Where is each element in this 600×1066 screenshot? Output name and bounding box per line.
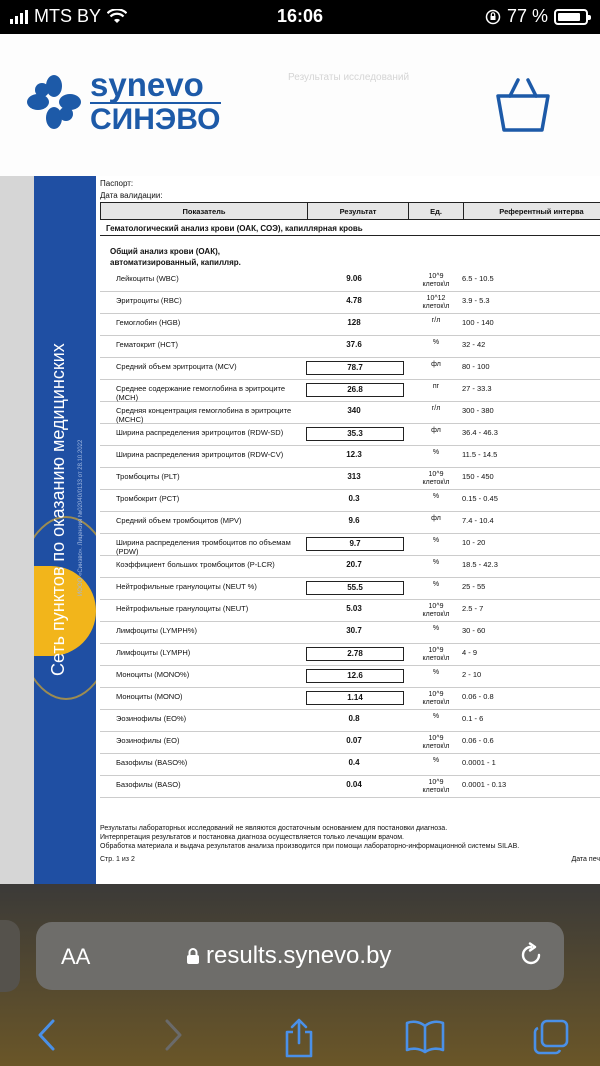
unit: 10^9 клеток\л [422, 647, 450, 662]
unit: % [432, 757, 440, 764]
tabs-icon [532, 1018, 570, 1056]
unit: % [432, 559, 440, 566]
unit: % [432, 449, 440, 456]
result-value: 9.06 [346, 274, 362, 283]
result-value: 9.6 [348, 516, 360, 525]
unit: % [432, 339, 440, 346]
side-banner-license: ИООО «Синэво». Лицензия №02040/0133 от 28.10.2022 [78, 439, 84, 596]
forward-button[interactable] [160, 1018, 186, 1057]
reference-range: 0.0001 - 1 [462, 758, 496, 767]
reference-range: 27 - 33.3 [462, 384, 492, 393]
unit: фл [431, 427, 441, 434]
col-unit: Ед. [409, 203, 464, 220]
lock-icon [186, 947, 200, 965]
shopping-bag-icon [492, 74, 554, 136]
indicator-name: Ширина распределения эритроцитов (RDW-SD) [116, 428, 284, 437]
battery-icon [554, 9, 588, 25]
indicator-name: Лимфоциты (LYMPH%) [116, 626, 197, 635]
logo-word-latin: synevo [90, 66, 204, 103]
result-value: 5.03 [346, 604, 362, 613]
logo-word-cyrillic: СИНЭВО [90, 103, 221, 136]
indicator-name: Эозинофилы (EO) [116, 736, 180, 745]
section-title: Гематологический анализ крови (ОАК, СОЭ), капиллярная кровь [100, 220, 600, 236]
validation-date-label: Дата валидации: [100, 191, 163, 200]
safari-bottom-chrome [0, 884, 600, 1066]
test-subtitle [100, 236, 600, 270]
col-indicator: Показатель [101, 203, 308, 220]
result-row [100, 666, 600, 688]
reference-range: 3.9 - 5.3 [462, 296, 490, 305]
result-value: 35.3 [306, 427, 404, 441]
reference-range: 0.15 - 0.45 [462, 494, 498, 503]
indicator-name: Моноциты (MONO) [116, 692, 183, 701]
address-bar[interactable] [36, 922, 564, 990]
result-row [100, 446, 600, 468]
result-value: 20.7 [346, 560, 362, 569]
indicator-name: Моноциты (MONO%) [116, 670, 190, 679]
clock: 16:06 [276, 6, 324, 26]
result-row [100, 424, 600, 446]
unit: пг [432, 383, 440, 390]
ghost-page-title: Результаты исследований [288, 72, 410, 83]
orientation-lock-icon [485, 9, 501, 25]
reference-range: 4 - 9 [462, 648, 478, 657]
indicator-name: Лимфоциты (LYMPH) [116, 648, 191, 657]
footer-line: Результаты лабораторных исследований не являются достаточным основанием для постановки диагноза. [100, 825, 448, 832]
back-button[interactable] [34, 1018, 60, 1057]
indicator-name: Базофилы (BASO) [116, 780, 181, 789]
safari-toolbar [0, 1008, 600, 1066]
reference-range: 100 - 140 [462, 318, 494, 327]
reader-settings-button[interactable] [61, 944, 90, 970]
result-value: 0.07 [346, 736, 362, 745]
result-value: 26.8 [306, 383, 404, 397]
col-reference: Референтный интерва [464, 203, 600, 220]
indicator-name: Нейтрофильные гранулоциты (NEUT) [116, 604, 249, 613]
result-value: 313 [347, 472, 361, 481]
reload-button[interactable] [518, 942, 544, 973]
result-value: 0.8 [348, 714, 360, 723]
indicator-name: Ширина распределения тромбоцитов по объемам (PDW) [116, 538, 291, 556]
indicator-name: Гематокрит (HCT) [116, 340, 178, 349]
chevron-left-icon [34, 1018, 60, 1052]
report-footer [100, 824, 600, 864]
print-date-label: Дата печ [571, 856, 600, 863]
result-value: 37.6 [346, 340, 362, 349]
share-icon [282, 1018, 316, 1058]
reference-range: 36.4 - 46.3 [462, 428, 498, 437]
indicator-name: Эритроциты (RBC) [116, 296, 182, 305]
reference-range: 150 - 450 [462, 472, 494, 481]
indicator-name: Тромбоциты (PLT) [116, 472, 180, 481]
reference-range: 7.4 - 10.4 [462, 516, 494, 525]
result-value: 12.6 [306, 669, 404, 683]
result-value: 78.7 [306, 361, 404, 375]
result-row [100, 534, 600, 556]
results-list [100, 270, 600, 798]
synevo-logo[interactable] [26, 68, 221, 136]
result-row [100, 754, 600, 776]
result-value: 340 [347, 406, 361, 415]
result-value: 2.78 [306, 647, 404, 661]
result-row [100, 688, 600, 710]
reference-range: 2 - 10 [462, 670, 482, 679]
result-row [100, 358, 600, 380]
result-value: 4.78 [346, 296, 362, 305]
unit: 10^9 клеток\л [422, 603, 450, 618]
unit: фл [431, 515, 441, 522]
share-button[interactable] [282, 1018, 316, 1063]
reference-range: 18.5 - 42.3 [462, 560, 498, 569]
footer-line: Интерпретация результатов и постановка диагноза осуществляется только лечащим врачом. [100, 834, 405, 841]
unit: % [432, 537, 440, 544]
unit: % [432, 713, 440, 720]
subtitle-line: автоматизированный, капилляр. [110, 258, 241, 267]
unit: % [432, 493, 440, 500]
indicator-name: Коэффициент больших тромбоцитов (P-LCR) [116, 560, 275, 569]
reference-range: 0.06 - 0.8 [462, 692, 494, 701]
result-row [100, 468, 600, 490]
result-row [100, 490, 600, 512]
result-row [100, 512, 600, 534]
reference-range: 30 - 60 [462, 626, 486, 635]
unit: % [432, 669, 440, 676]
result-value: 1.14 [306, 691, 404, 705]
result-row [100, 578, 600, 600]
result-value: 9.7 [306, 537, 404, 551]
result-row [100, 402, 600, 424]
result-value: 30.7 [346, 626, 362, 635]
reference-range: 25 - 55 [462, 582, 486, 591]
result-value: 0.04 [346, 780, 362, 789]
unit: % [432, 625, 440, 632]
unit: 10^9 клеток\л [422, 691, 450, 706]
unit: 10^9 клеток\л [422, 735, 450, 750]
cart-button[interactable] [492, 74, 554, 141]
reference-range: 2.5 - 7 [462, 604, 484, 613]
result-value: 128 [347, 318, 361, 327]
unit: г/л [431, 317, 441, 324]
col-result: Результат [308, 203, 409, 220]
url-display[interactable] [186, 942, 391, 970]
reference-range: 300 - 380 [462, 406, 494, 415]
result-row [100, 314, 600, 336]
result-row [100, 622, 600, 644]
result-value: 55.5 [306, 581, 404, 595]
unit: % [432, 581, 440, 588]
document-side-banner [34, 176, 96, 884]
reference-range: 80 - 100 [462, 362, 490, 371]
result-row [100, 380, 600, 402]
result-row [100, 732, 600, 754]
passport-label: Паспорт: [100, 179, 134, 188]
tabs-button[interactable] [532, 1018, 570, 1061]
reference-range: 0.06 - 0.6 [462, 736, 494, 745]
site-header [0, 34, 600, 176]
reference-range: 0.0001 - 0.13 [462, 780, 507, 789]
indicator-name: Нейтрофильные гранулоциты (NEUT %) [116, 582, 257, 591]
flower-logo-icon [26, 74, 82, 130]
lab-report-document [34, 176, 600, 884]
book-icon [404, 1018, 446, 1054]
reference-range: 0.1 - 6 [462, 714, 484, 723]
results-header-table [100, 202, 600, 220]
previous-tab-preview[interactable] [0, 920, 20, 992]
result-row [100, 644, 600, 666]
indicator-name: Средний объем тромбоцитов (MPV) [116, 516, 242, 525]
unit: г/л [431, 405, 441, 412]
page-number: Стр. 1 из 2 [100, 856, 135, 863]
result-row [100, 556, 600, 578]
indicator-name: Базофилы (BASO%) [116, 758, 188, 767]
unit: 10^9 клеток\л [422, 779, 450, 794]
reference-range: 10 - 20 [462, 538, 486, 547]
indicator-name: Тромбокрит (PCT) [116, 494, 180, 503]
result-row [100, 776, 600, 798]
reload-icon [518, 942, 544, 968]
indicator-name: Гемоглобин (HGB) [116, 318, 181, 327]
indicator-name: Средний объем эритроцита (MCV) [116, 362, 237, 371]
indicator-name: Эозинофилы (EO%) [116, 714, 187, 723]
indicator-name: Средняя концентрация гемоглобина в эритроците (MCHC) [116, 406, 292, 424]
unit: 10^9 клеток\л [422, 273, 450, 288]
url-text: results.synevo.by [206, 942, 392, 969]
indicator-name: Лейкоциты (WBC) [116, 274, 179, 283]
result-value: 0.4 [348, 758, 360, 767]
result-row [100, 292, 600, 314]
unit: фл [431, 361, 441, 368]
unit: 10^9 клеток\л [422, 471, 450, 486]
result-row [100, 600, 600, 622]
reference-range: 32 - 42 [462, 340, 486, 349]
chevron-right-icon [160, 1018, 186, 1052]
subtitle-line: Общий анализ крови (ОАК), [110, 247, 220, 256]
reference-range: 11.5 - 14.5 [462, 450, 498, 459]
reader-settings-label: AA [61, 944, 91, 969]
unit: 10^12 клеток\л [422, 295, 450, 310]
result-row [100, 710, 600, 732]
side-banner-text: Сеть пунктов по оказанию медицинских [48, 343, 68, 676]
indicator-name: Ширина распределения эритроцитов (RDW-CV) [116, 450, 284, 459]
footer-line: Обработка материала и выдача результатов анализа производится при помощи лабораторно-информационной системы SILAB. [100, 843, 520, 850]
result-row [100, 336, 600, 358]
status-bar [0, 0, 600, 34]
indicator-name: Среднее содержание гемоглобина в эритроците (MCH) [116, 384, 286, 402]
result-value: 12.3 [346, 450, 362, 459]
battery-percent: 77 % [506, 6, 548, 26]
result-value: 0.3 [348, 494, 360, 503]
reference-range: 6.5 - 10.5 [462, 274, 494, 283]
carrier-name: MTS BY [34, 6, 102, 26]
bookmarks-button[interactable] [404, 1018, 446, 1059]
result-row [100, 270, 600, 292]
